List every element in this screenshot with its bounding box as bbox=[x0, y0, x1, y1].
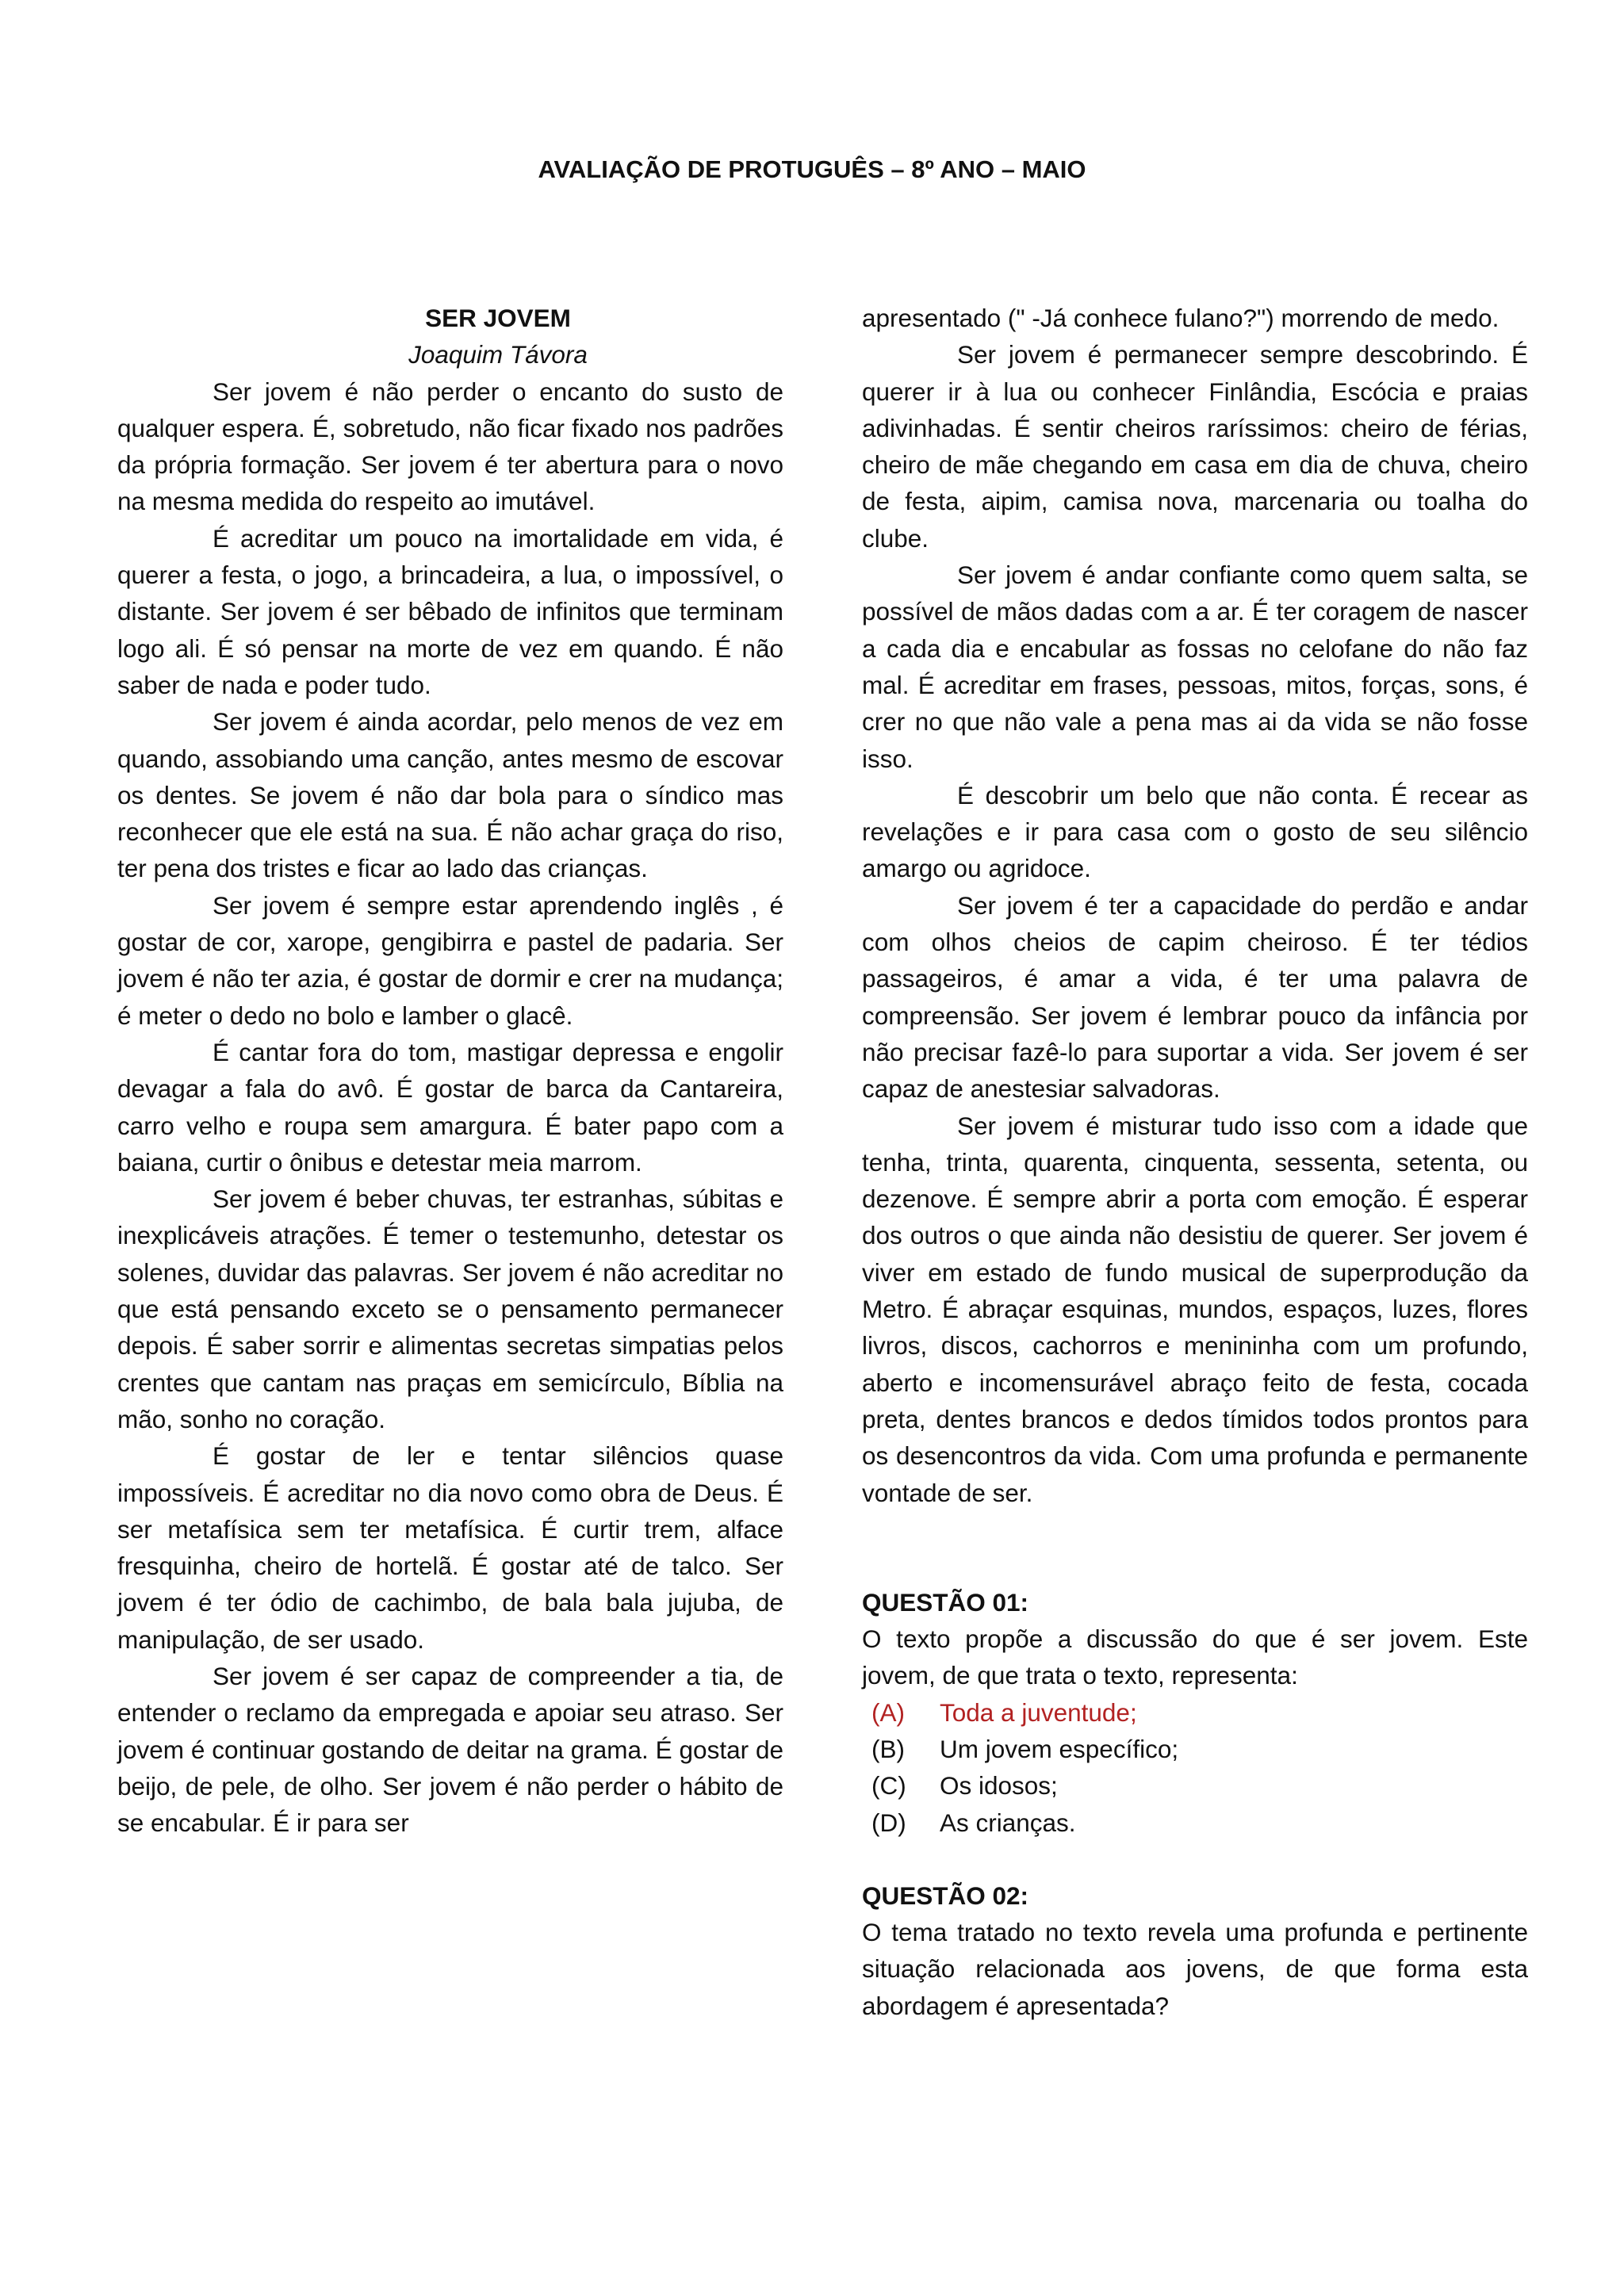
option-c bbox=[862, 1767, 1528, 1804]
paragraph: Ser jovem é ainda acordar, pelo menos de vez em quando, assobiando uma canção, antes mesmo de escovar os dentes. Se jovem é não dar bola para o síndico mas reconhecer que ele está na sua. É não achar graça do riso, ter pena dos tristes e ficar ao lado das crianças. bbox=[117, 707, 783, 883]
question-prompt: O tema tratado no texto revela uma profunda e pertinente situação relacionada aos jovens, de que forma esta abordagem é apresentada? bbox=[862, 1918, 1528, 2020]
option-text: Os idosos; bbox=[940, 1771, 1058, 1800]
text-author: Joaquim Távora bbox=[408, 340, 588, 369]
option-letter: (D) bbox=[871, 1808, 906, 1837]
paragraph: É gostar de ler e tentar silêncios quase impossíveis. É acreditar no dia novo como obra de Deus. É ser metafísica sem ter metafísica. É curtir trem, alface fresquinha, cheiro de hortelã. É gostar até de talco. Ser jovem é ter ódio de cachimbo, de bala bala jujuba, de manipulação, de ser usado. bbox=[117, 1441, 783, 1654]
text-column-left bbox=[117, 300, 783, 1841]
question-02 bbox=[862, 1877, 1528, 2024]
answer-options bbox=[862, 1694, 1528, 1841]
paragraph: Ser jovem é ter a capacidade do perdão e andar com olhos cheios de capim cheiroso. É ter tédios passageiros, é amar a vida, é ter uma palavra de compreensão. Ser jovem é lembrar pouco da infância por não precisar fazê-lo para suportar a vida. Ser jovem é ser capaz de anestesiar salvadoras. bbox=[862, 890, 1528, 1104]
option-d bbox=[862, 1804, 1528, 1841]
option-b bbox=[862, 1731, 1528, 1767]
question-heading: QUESTÃO 01: bbox=[862, 1587, 1029, 1617]
option-text: Um jovem específico; bbox=[940, 1734, 1179, 1763]
option-letter: (C) bbox=[871, 1771, 906, 1800]
paragraph: É cantar fora do tom, mastigar depressa e engolir devagar a fala do avô. É gostar de barca da Cantareira, carro velho e roupa sem amargura. É bater papo com a baiana, curtir o ônibus e detestar meia marrom. bbox=[117, 1037, 783, 1177]
paragraph: Ser jovem é misturar tudo isso com a idade que tenha, trinta, quarenta, cinquenta, sessenta, setenta, ou dezenove. É sempre abrir a porta com emoção. É esperar dos outros o que ainda não desistiu de querer. Ser jovem é viver em estado de fundo musical de superprodução da Metro. É abraçar esquinas, mundos, espaços, luzes, flores livros, discos, cachorros e menininha com um profundo, aberto e incomensurável abraço feito de festa, cocada preta, dentes brancos e dedos tímidos todos prontos para os desencontros da vida. Com uma profunda e permanente vontade de ser. bbox=[862, 1111, 1528, 1507]
question-prompt: O texto propõe a discussão do que é ser jovem. Este jovem, de que trata o texto, representa: bbox=[862, 1624, 1528, 1690]
paragraph: Ser jovem é não perder o encanto do susto de qualquer espera. É, sobretudo, não ficar fixado nos padrões da própria formação. Ser jovem é ter abertura para o novo na mesma medida do respeito ao imutável. bbox=[117, 377, 783, 516]
option-text: Toda a juventude; bbox=[940, 1697, 1137, 1727]
page-title: AVALIAÇÃO DE PROTUGUÊS – 8º ANO – MAIO bbox=[538, 155, 1086, 183]
paragraph: Ser jovem é sempre estar aprendendo inglês , é gostar de cor, xarope, gengibirra e pastel de padaria. Ser jovem é não ter azia, é gostar de dormir e crer na mudança; é meter o dedo no bolo e lamber o glacê. bbox=[117, 890, 783, 1030]
paragraph: Ser jovem é beber chuvas, ter estranhas, súbitas e inexplicáveis atrações. É temer o testemunho, detestar os solenes, duvidar das palavras. Ser jovem é não acreditar no que está pensando exceto se o pensamento permanecer depois. É saber sorrir e alimentas secretas simpatias pelos crentes que cantam nas praças em semicírculo, Bíblia na mão, sonho no coração. bbox=[117, 1184, 783, 1433]
question-01 bbox=[862, 1584, 1528, 1841]
paragraph-continuation: apresentado (" -Já conhece fulano?") morrendo de medo. bbox=[862, 304, 1500, 332]
paragraph: É acreditar um pouco na imortalidade em vida, é querer a festa, o jogo, a brincadeira, a lua, o impossível, o distante. Ser jovem é ser bêbado de infinitos que terminam logo ali. É só pensar na morte de vez em quando. É não saber de nada e poder tudo. bbox=[117, 523, 783, 699]
paragraph: Ser jovem é andar confiante como quem salta, se possível de mãos dadas com a ar. É ter coragem de nascer a cada dia e encabular as fossas no celofane do não faz mal. É acreditar em frases, pessoas, mitos, forças, sons, é crer no que não vale a pena mas ai da vida se não fosse isso. bbox=[862, 561, 1528, 773]
option-letter: (B) bbox=[871, 1734, 905, 1763]
option-a bbox=[862, 1694, 1528, 1731]
option-text: As crianças. bbox=[940, 1808, 1076, 1837]
paragraph: É descobrir um belo que não conta. É recear as revelações e ir para casa com o gosto de seu silêncio amargo ou agridoce. bbox=[862, 780, 1528, 883]
paragraph: Ser jovem é permanecer sempre descobrindo. É querer ir à lua ou conhecer Finlândia, Escócia e praias adivinhadas. É sentir cheiros raríssimos: cheiro de férias, cheiro de mãe chegando em casa em dia de chuva, cheiro de festa, aipim, camisa nova, marcenaria ou toalha do clube. bbox=[862, 340, 1528, 553]
text-title: SER JOVEM bbox=[425, 304, 571, 332]
paragraph: Ser jovem é ser capaz de compreender a tia, de entender o reclamo da empregada e apoiar seu atraso. Ser jovem é continuar gostando de deitar na grama. É gostar de beijo, de pele, de olho. Ser jovem é não perder o hábito de se encabular. É ir para ser bbox=[117, 1661, 783, 1838]
option-letter: (A) bbox=[871, 1697, 905, 1727]
question-heading: QUESTÃO 02: bbox=[862, 1881, 1029, 1910]
text-column-right bbox=[862, 300, 1528, 2024]
